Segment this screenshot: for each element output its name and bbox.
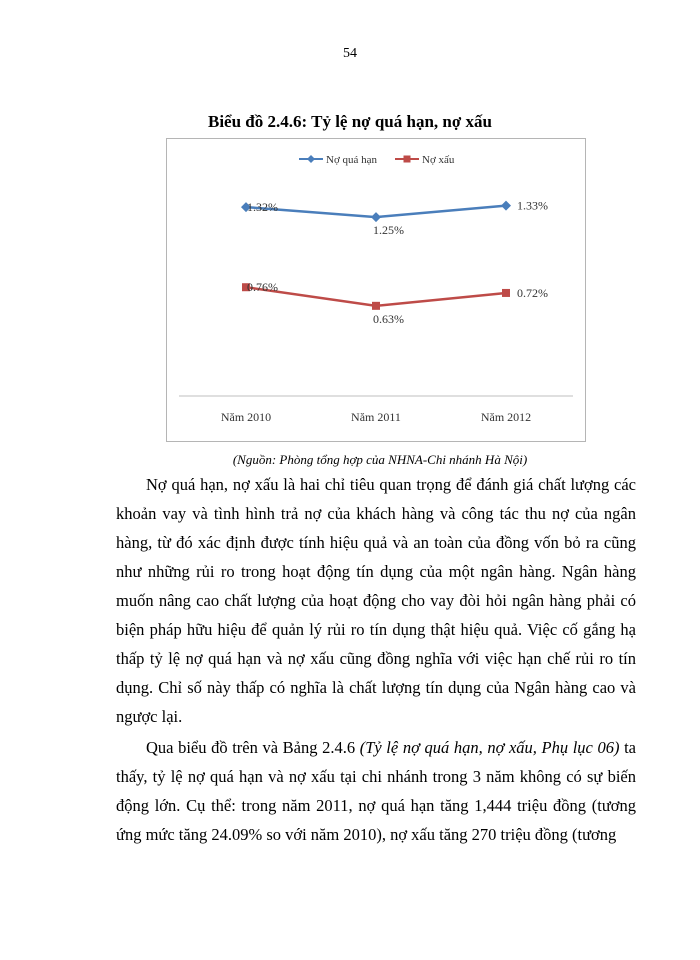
- data-label: 1.33%: [517, 198, 548, 213]
- paragraph-2-italic: (Tỷ lệ nợ quá hạn, nợ xấu, Phụ lục 06): [359, 738, 620, 757]
- chart-source: (Nguồn: Phòng tổng hợp của NHNA-Chi nhánh Hà Nội): [232, 452, 528, 467]
- data-label: 1.25%: [373, 223, 404, 238]
- data-point: [371, 212, 381, 222]
- legend-marker-square: [404, 156, 411, 163]
- paragraph-2-after: ta thấy, tỷ lệ nợ quá hạn và nợ xấu tại chi nhánh trong 3 năm không có sự biến động lớn. Cụ thể: trong năm 2011, nợ quá hạn tăng 1,444 triệu đồng (tương ứng mức tăng 24.09% so với năm 2010), nợ xấu tăng 270 triệu đồng (tương: [116, 738, 636, 844]
- legend-label: Nợ xấu: [422, 154, 455, 166]
- data-label: 1.32%: [247, 200, 278, 215]
- paragraph-2-before: Qua biểu đồ trên và Bảng 2.4.6: [146, 738, 360, 757]
- chart: [166, 138, 586, 442]
- paragraph-1-text: Nợ quá hạn, nợ xấu là hai chỉ tiêu quan trọng để đánh giá chất lượng các khoản vay và tình hình trả nợ của khách hàng và công tác thu nợ của ngân hàng, từ đó xác định được tính hiệu quả và an toàn của đồng vốn bỏ ra cũng như những rủi ro trong hoạt động tín dụng của một ngân hàng. Ngân hàng muốn nâng cao chất lượng của hoạt động cho vay đòi hỏi ngân hàng phải có biện pháp hữu hiệu để quản lý rủi ro tín dụng thật hiệu quả. Việc cố gắng hạ thấp tỷ lệ nợ quá hạn và nợ xấu cũng đồng nghĩa với việc hạn chế rủi ro tín dụng. Chỉ số này thấp có nghĩa là chất lượng tín dụng của Ngân hàng cao và ngược lại.: [116, 475, 636, 726]
- data-label: 0.76%: [247, 280, 278, 295]
- data-label: 0.63%: [373, 311, 404, 326]
- data-label: 0.72%: [517, 285, 548, 300]
- page-number: 54: [343, 46, 357, 61]
- legend-marker-diamond: [307, 155, 315, 163]
- data-point: [502, 289, 510, 297]
- x-tick-label: Năm 2012: [480, 410, 532, 424]
- paragraph-1: [116, 470, 636, 731]
- paragraph-2: [116, 733, 636, 849]
- data-point: [372, 302, 380, 310]
- paragraph-2-text: [116, 733, 636, 849]
- chart-title: Biểu đồ 2.4.6: Tỷ lệ nợ quá hạn, nợ xấu: [208, 112, 492, 131]
- data-point: [501, 201, 511, 211]
- line-chart-svg: [167, 139, 585, 441]
- x-tick-label: Năm 2010: [220, 410, 272, 424]
- legend-label: Nợ quá hạn: [326, 154, 378, 166]
- x-tick-label: Năm 2011: [351, 410, 401, 424]
